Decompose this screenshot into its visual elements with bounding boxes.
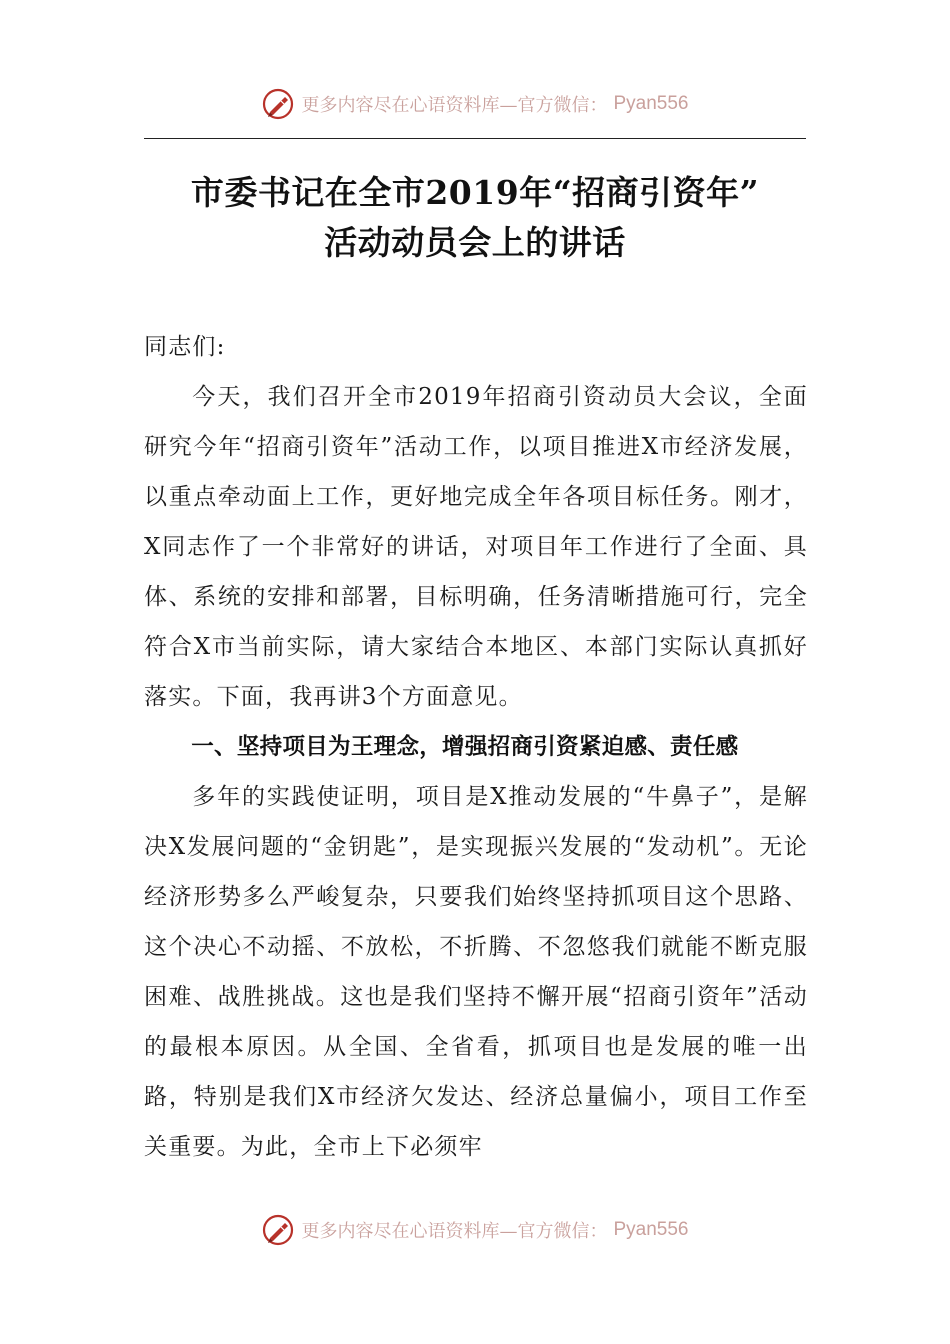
header-divider — [144, 138, 806, 139]
document-body — [144, 322, 808, 1172]
paragraph-1: 今天，我们召开全市2019年招商引资动员大会议，全面研究今年“招商引资年”活动工作，以项目推进X市经济发展，以重点牵动面上工作，更好地完成全年各项目标任务。刚才，X同志作了一个非常好的讲话，对项目年工作进行了全面、具体、系统的安排和部署，目标明确，任务清晰措施可行，完全符合X市当前实际，请大家结合本地区、本部门实际认真抓好落实。下面，我再讲3个方面意见。 — [144, 384, 808, 710]
pen-logo-icon — [261, 1213, 295, 1247]
title-line-1: 市委书记在全市2019年“招商引资年” — [190, 173, 760, 212]
watermark-text: 更多内容尽在心语资料库—官方微信： — [301, 1221, 608, 1242]
watermark-wechat-id: Pyan556 — [613, 93, 689, 114]
title-line-2: 活动动员会上的讲话 — [324, 223, 626, 262]
salutation: 同志们: — [144, 334, 226, 360]
section-1-heading: 一、坚持项目为王理念，增强招商引资紧迫感、责任感 — [191, 734, 739, 760]
watermark-text: 更多内容尽在心语资料库—官方微信： — [301, 95, 608, 116]
header-watermark — [0, 84, 950, 124]
footer-watermark — [0, 1210, 950, 1250]
watermark-wechat-id: Pyan556 — [613, 1219, 689, 1240]
paragraph-2: 多年的实践使证明，项目是X推动发展的“牛鼻子”，是解决X发展问题的“金钥匙”，是实现振兴发展的“发动机”。无论经济形势多么严峻复杂，只要我们始终坚持抓项目这个思路、这个决心不动摇、不放松，不折腾、不忽悠我们就能不断克服困难、战胜挑战。这也是我们坚持不懈开展“招商引资年”活动的最根本原因。从全国、全省看，抓项目也是发展的唯一出路，特别是我们X市经济欠发达、经济总量偏小，项目工作至关重要。为此，全市上下必须牢 — [144, 784, 808, 1160]
document-title — [100, 168, 850, 268]
pen-logo-icon — [261, 87, 295, 121]
